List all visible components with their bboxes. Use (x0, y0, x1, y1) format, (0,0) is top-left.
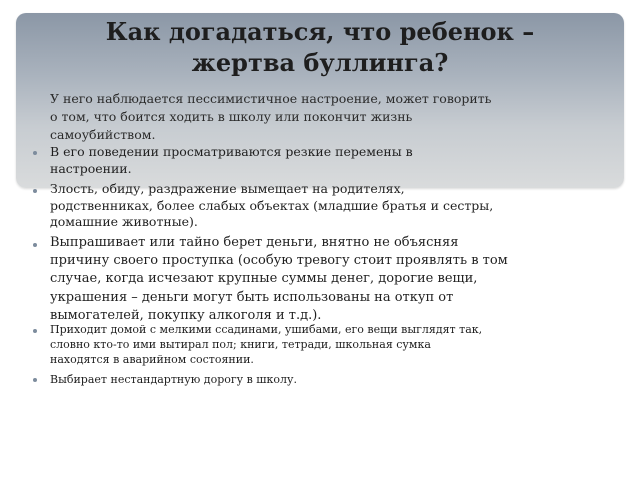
bullet-dot (33, 151, 37, 155)
list-item-line: Приходит домой с мелкими ссадинами, ушибами, его вещи выглядят так, (50, 323, 483, 336)
title-line-2: жертва буллинга? (191, 48, 449, 77)
list-item (50, 234, 620, 325)
bullet-dot (33, 189, 37, 193)
list-item (50, 372, 620, 387)
intro-line-3: самоубийством. (50, 127, 156, 142)
intro-line-2: о том, что боится ходить в школу или покончит жизнь (50, 109, 413, 124)
list-item (50, 143, 610, 177)
bullet-dot (33, 378, 37, 382)
bullet-dot (33, 243, 37, 247)
list-item-line: словно кто-то ими вытирал пол; книги, тетради, школьная сумка (50, 338, 431, 351)
list-item-line: украшения – деньги могут быть использованы на откуп от (50, 289, 454, 305)
list-item (50, 322, 620, 367)
list-item-line: Злость, обиду, раздражение вымещает на родителях, (50, 181, 405, 196)
list-item-line: настроении. (50, 161, 132, 176)
bullet-dot (33, 329, 37, 333)
slide-title (40, 16, 600, 78)
list-item-line: Выпрашивает или тайно берет деньги, внятно не объясняя (50, 235, 459, 250)
list-item-line: В его поведении просматриваются резкие перемены в (50, 144, 413, 159)
intro-line-1: У него наблюдается пессимистичное настроение, может говорить (50, 91, 492, 106)
list-item-line: родственниках, более слабых объектах (младшие братья и сестры, (50, 197, 494, 213)
list-item-line: случае, когда исчезают крупные суммы денег, дорогие вещи, (50, 271, 478, 287)
list-item-line: находятся в аварийном состоянии. (50, 353, 254, 366)
list-item-line: Выбирает нестандартную дорогу в школу. (50, 373, 297, 386)
list-item-line: домашние животные). (50, 214, 198, 229)
title-line-1: Как догадаться, что ребенок – (105, 17, 535, 46)
list-item-line: причину своего проступка (особую тревогу стоит проявлять в том (50, 253, 508, 269)
list-item-line: вымогателей, покупку алкоголя и т.д.). (50, 307, 322, 323)
intro-paragraph (50, 90, 590, 144)
list-item (50, 181, 620, 231)
